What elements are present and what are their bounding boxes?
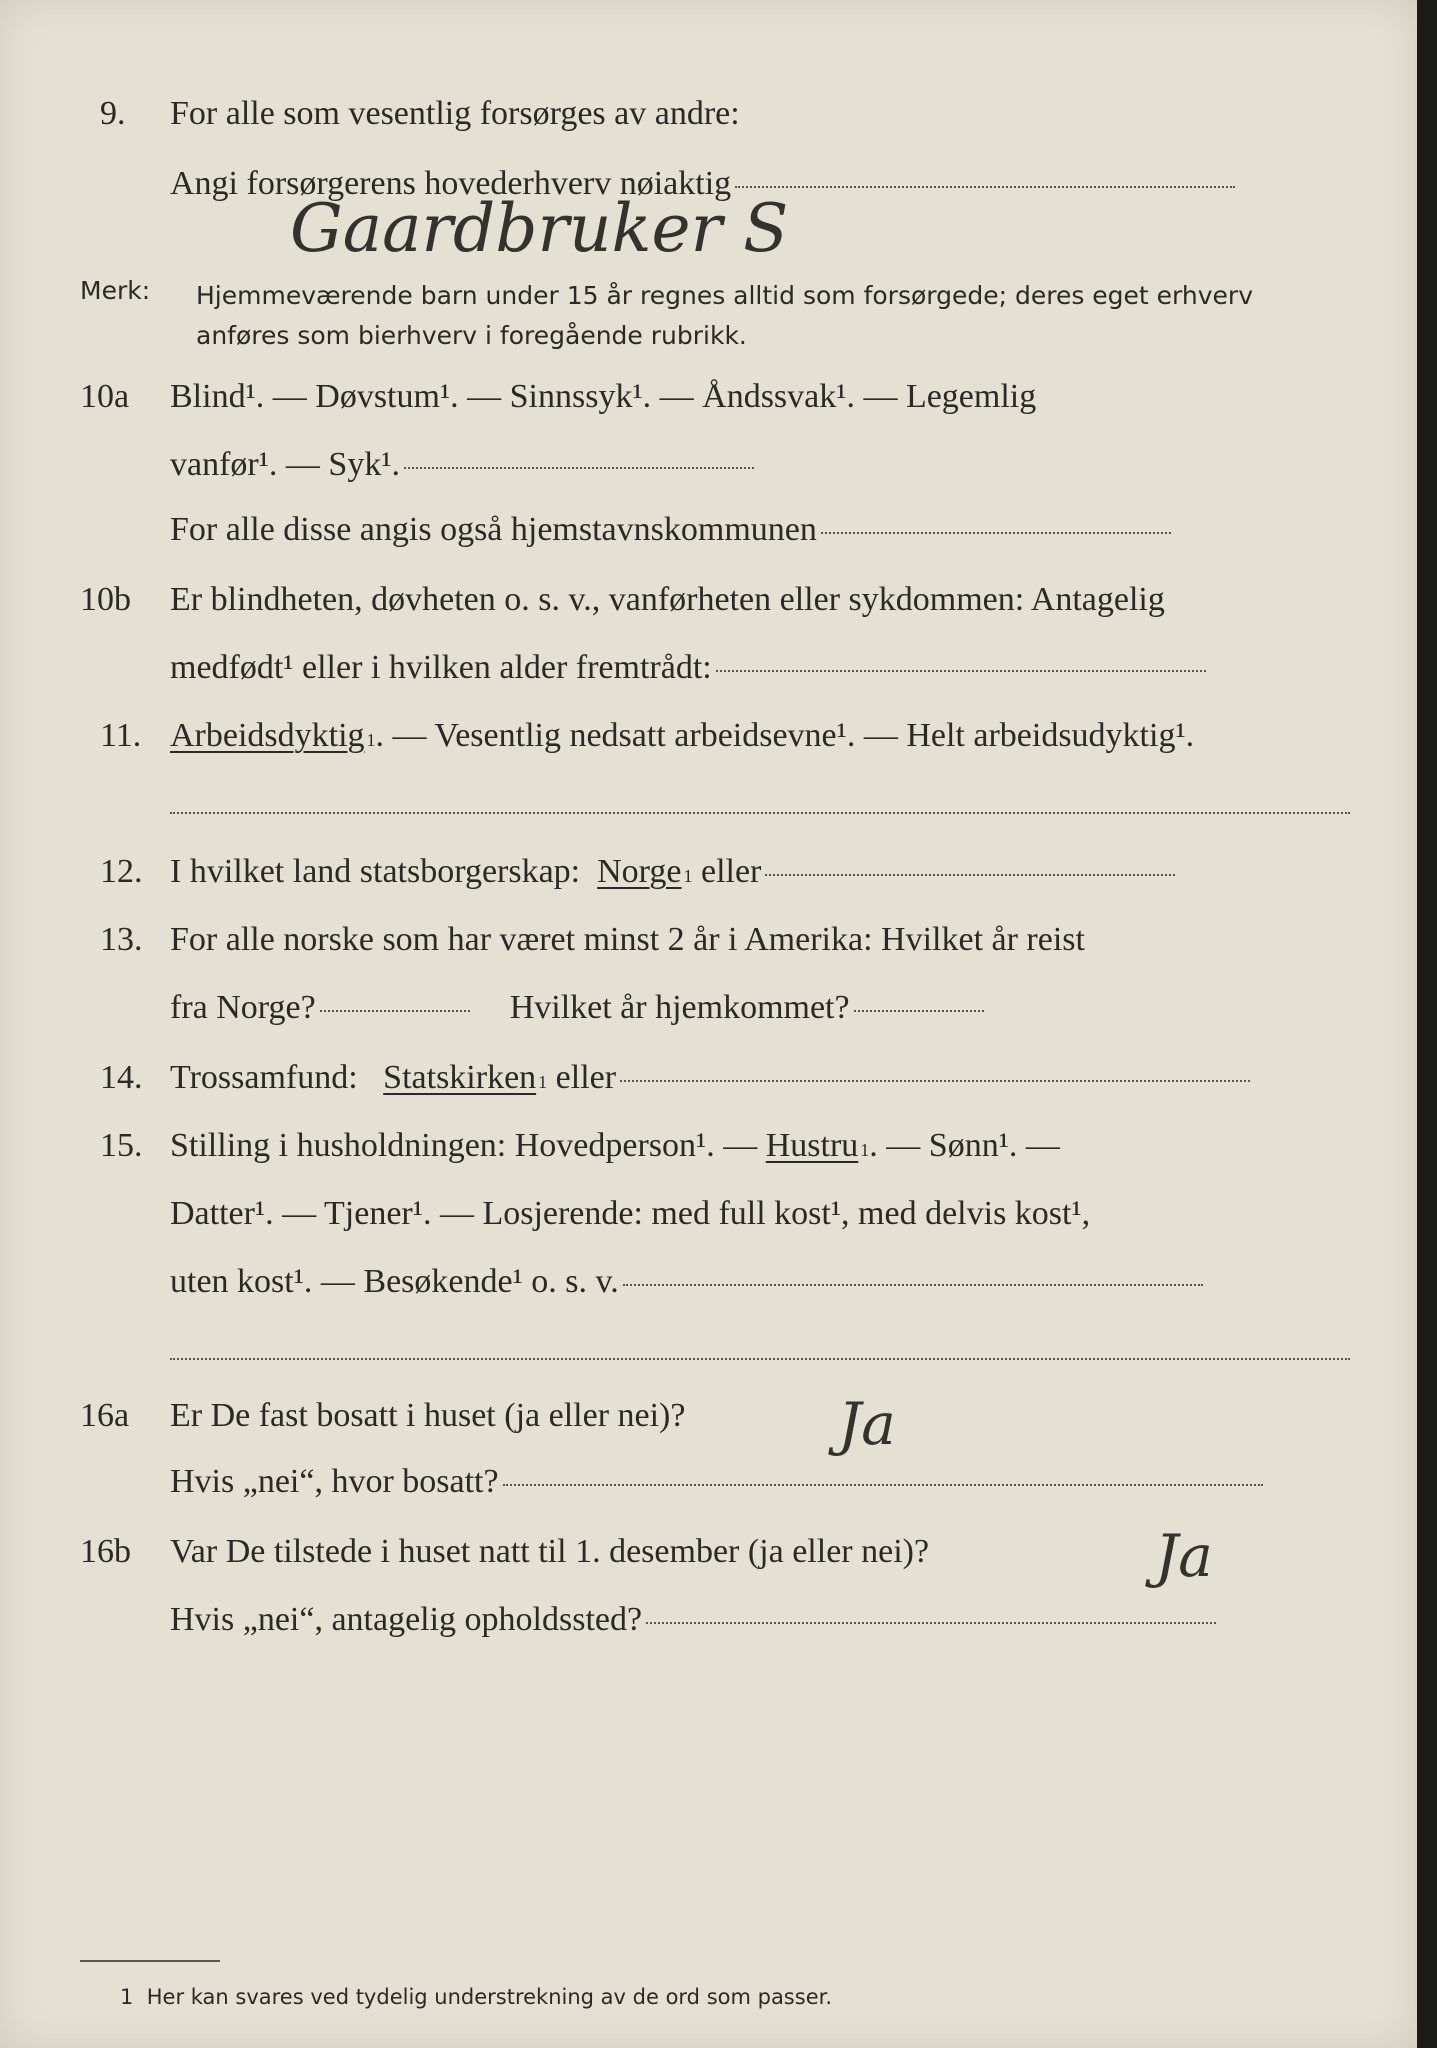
q16b-question: Var De tilstede i huset natt til 1. desember (ja eller nei)? bbox=[170, 1533, 930, 1570]
q15-row: 15. Stilling i husholdningen: Hovedperson¹. — Hustru 1 . — Sønn¹. — bbox=[0, 1118, 1417, 1174]
q16b-handwritten-answer: Ja bbox=[1155, 1522, 1213, 1590]
q14-eller: eller bbox=[555, 1059, 617, 1096]
q10b-row-2 bbox=[0, 640, 1417, 696]
q9-row bbox=[0, 86, 1417, 142]
q11-number: 11. bbox=[100, 717, 142, 754]
q12-row: 12. I hvilket land statsborgerskap: Norge 1 eller bbox=[0, 844, 1417, 900]
q10a-row-2 bbox=[0, 437, 1417, 493]
q16a-answer-line[interactable] bbox=[503, 1484, 1263, 1486]
q9-handwritten-answer: Gaardbruker S bbox=[290, 190, 789, 267]
q16b-opholdssted: Hvis „nei“, antagelig opholdssted? bbox=[170, 1601, 643, 1638]
q9-answer-line[interactable] bbox=[735, 186, 1235, 188]
q13-reist: fra Norge? bbox=[170, 989, 316, 1026]
q15-number: 15. bbox=[100, 1127, 143, 1164]
q15-row-2 bbox=[0, 1186, 1417, 1242]
q11-option-arbeidsdyktig[interactable]: Arbeidsdyktig bbox=[170, 717, 365, 754]
q10a-hjemstavn: For alle disse angis også hjemstavnskommunen bbox=[170, 511, 817, 548]
q15-options-2: Datter¹. — Tjener¹. — Losjerende: med full kost¹, med delvis kost¹, bbox=[170, 1195, 1091, 1232]
footnote-mark: 1 bbox=[120, 1985, 134, 2009]
footnote bbox=[120, 1985, 832, 2009]
q15-question: Stilling i husholdningen: Hovedperson¹. — bbox=[170, 1127, 766, 1164]
q11-row: 11. Arbeidsdyktig 1 . — Vesentlig nedsatt arbeidsevne¹. — Helt arbeidsudyktig¹. bbox=[0, 708, 1417, 764]
q10a-row bbox=[0, 369, 1417, 425]
q16a-question: Er De fast bosatt i huset (ja eller nei)? bbox=[170, 1397, 686, 1434]
q10b-number: 10b bbox=[80, 581, 131, 618]
q16b-answer-line[interactable] bbox=[646, 1622, 1216, 1624]
q13-row-2 bbox=[0, 980, 1417, 1036]
q9-question: For alle som vesentlig forsørges av andre: bbox=[170, 95, 740, 132]
q10a-number: 10a bbox=[80, 378, 130, 415]
q14-question: Trossamfund: bbox=[170, 1059, 358, 1096]
q12-question: I hvilket land statsborgerskap: bbox=[170, 853, 581, 890]
footnote-divider bbox=[80, 1960, 220, 1962]
q12-answer-line[interactable] bbox=[765, 874, 1175, 876]
q15-options-3: uten kost¹. — Besøkende¹ o. s. v. bbox=[170, 1263, 619, 1300]
q9-instruction: Angi forsørgerens hovederhverv nøiaktig bbox=[170, 165, 732, 202]
q10b-answer-line[interactable] bbox=[716, 670, 1206, 672]
q13-hjemkommet: Hvilket år hjemkommet? bbox=[509, 989, 850, 1026]
q14-number: 14. bbox=[100, 1059, 143, 1096]
q15-sonn: . — Sønn¹. — bbox=[869, 1127, 1060, 1164]
q16a-hvor-bosatt: Hvis „nei“, hvor bosatt? bbox=[170, 1463, 499, 1500]
q12-number: 12. bbox=[100, 853, 143, 890]
q13-question: For alle norske som har været minst 2 år i Amerika: Hvilket år reist bbox=[170, 921, 1085, 958]
q13-row bbox=[0, 912, 1417, 968]
merk-line-1: Hjemmeværende barn under 15 år regnes alltid som forsørgede; deres eget erhverv bbox=[196, 281, 1253, 310]
q9-number: 9. bbox=[100, 95, 126, 132]
q13-number: 13. bbox=[100, 921, 143, 958]
q14-answer-line[interactable] bbox=[620, 1080, 1250, 1082]
q10b-question: Er blindheten, døvheten o. s. v., vanførheten eller sykdommen: Antagelig bbox=[170, 581, 1165, 618]
footnote-text: Her kan svares ved tydelig understrekning av de ord som passer. bbox=[146, 1985, 832, 2009]
q10a-hjemstavn-line[interactable] bbox=[821, 532, 1171, 534]
q15-extra-line[interactable] bbox=[170, 1358, 1350, 1360]
q15-row-3 bbox=[0, 1254, 1417, 1310]
q10a-answer-line[interactable] bbox=[404, 467, 754, 469]
q16a-handwritten-answer: Ja bbox=[838, 1390, 896, 1458]
q16b-number: 16b bbox=[80, 1533, 131, 1570]
q16a-row-2 bbox=[0, 1454, 1417, 1510]
q10a-options-2: vanfør¹. — Syk¹. bbox=[170, 446, 401, 483]
merk-line-2: anføres som bierhverv i foregående rubrikk. bbox=[196, 321, 747, 350]
q12-eller: eller bbox=[700, 853, 762, 890]
q10b-row bbox=[0, 572, 1417, 628]
q11-other-options: . — Vesentlig nedsatt arbeidsevne¹. — Helt arbeidsudyktig¹. bbox=[375, 717, 1195, 754]
q14-row: 14. Trossamfund: Statskirken 1 eller bbox=[0, 1050, 1417, 1106]
q15-option-hustru[interactable]: Hustru bbox=[765, 1127, 859, 1164]
q14-option-statskirken[interactable]: Statskirken bbox=[383, 1059, 537, 1096]
q16b-row-2 bbox=[0, 1592, 1417, 1648]
merk-label: Merk: bbox=[80, 276, 151, 305]
q10b-question-2: medfødt¹ eller i hvilken alder fremtrådt: bbox=[170, 649, 712, 686]
q16a-row bbox=[0, 1388, 1417, 1444]
q10a-options: Blind¹. — Døvstum¹. — Sinnssyk¹. — Åndssvak¹. — Legemlig bbox=[170, 378, 1037, 415]
q16a-number: 16a bbox=[80, 1397, 130, 1434]
q15-answer-line[interactable] bbox=[623, 1284, 1203, 1286]
q11-answer-line[interactable] bbox=[170, 812, 1350, 814]
q13-reist-line[interactable] bbox=[320, 1010, 470, 1012]
q13-hjemkommet-line[interactable] bbox=[854, 1010, 984, 1012]
q10a-row-3 bbox=[0, 502, 1417, 558]
q12-option-norge[interactable]: Norge bbox=[597, 853, 682, 890]
